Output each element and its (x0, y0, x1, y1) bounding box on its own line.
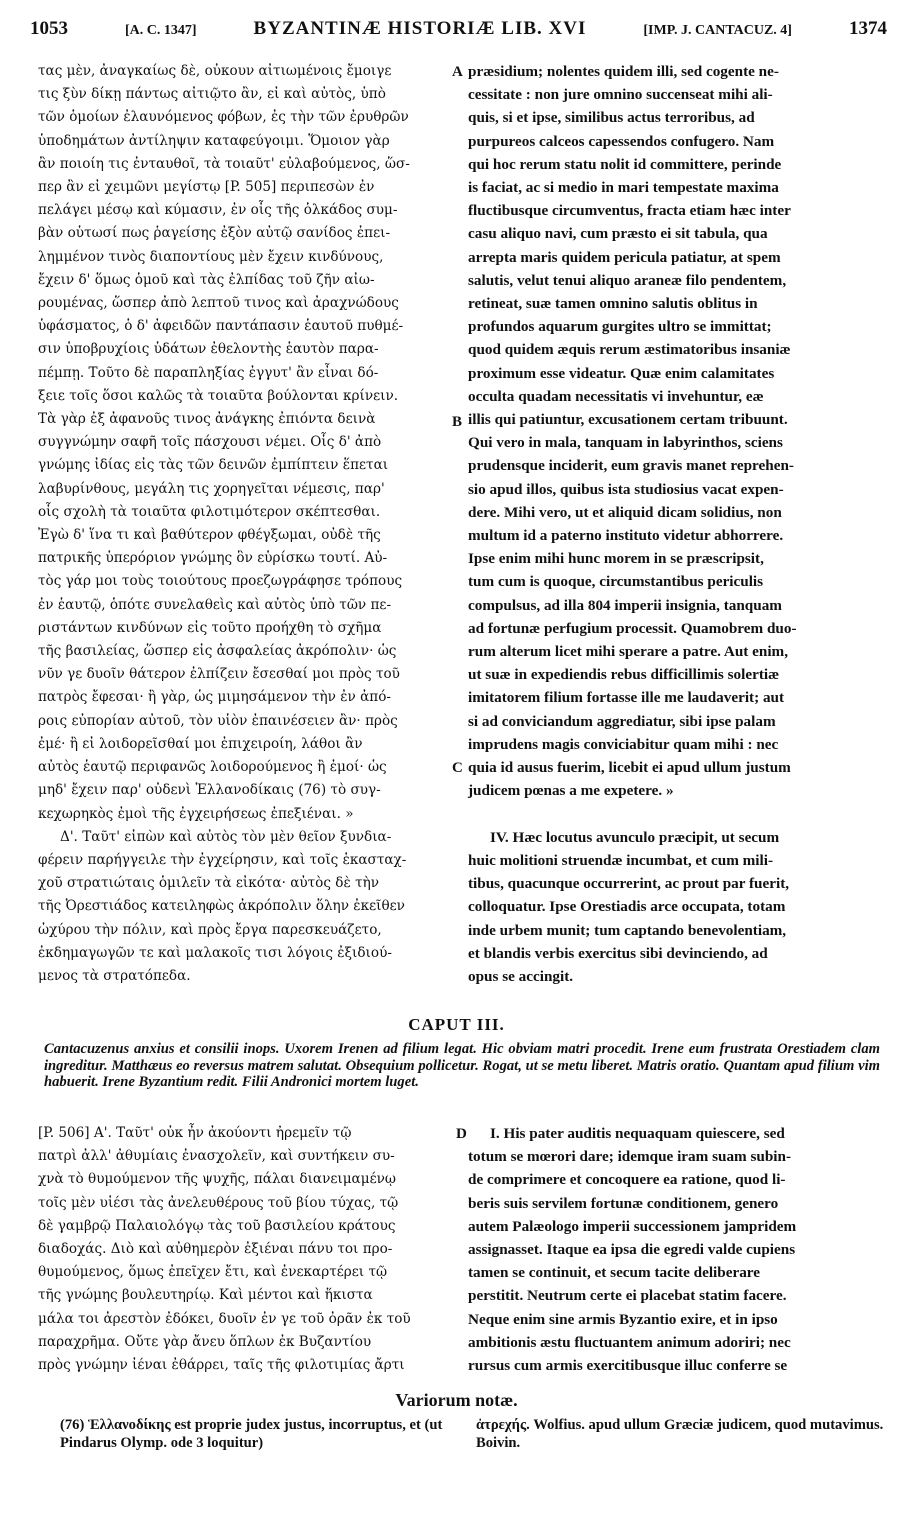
text-line: tum cum is quoque, circumstantibus periculis (468, 573, 764, 591)
text-line: salutis, velut tenui aliquo araneæ filo pendentem, (468, 271, 787, 289)
margin-marker-c: C (452, 760, 463, 776)
text-line: profundos aquarum gurgites ultro se immittat; (468, 318, 772, 336)
text-line: ambitionis æstu fluctuantem animum adoriri; nec (468, 1333, 791, 1351)
text-line: ἐν ἑαυτῷ, ὁπότε συνελαθεὶς καὶ αὐτὸς ὑπὸ τῶν πε- (38, 596, 392, 613)
text-line: illis qui patiuntur, excusationem certam tribuunt. (468, 411, 788, 429)
latin-text-column-2 (468, 1122, 878, 1377)
margin-marker-b: B (452, 414, 463, 430)
text-line: νῦν γε δυοῖν θάτερον ἐλπίζειν ἔσεσθαί μοι πρὸς τοῦ (38, 666, 400, 683)
text-line: χοῦ στρατιώταις ὁμιλεῖν τὰ εἰκότα· αὐτὸς δὲ τὴν (38, 875, 380, 892)
text-line: λημμένον τινὸς διαποντίους μὲν ἔχειν κινδύνους, (38, 248, 384, 265)
text-line: Δ'. Ταῦτ' εἰπὼν καὶ αὐτὸς τὸν μὲν θεῖον ξυνδια- (60, 828, 392, 845)
text-line: Ἐγὼ δ' ἵνα τι καὶ βαθύτερον φθέγξωμαι, οὐδὲ τῆς (38, 527, 381, 544)
text-line: huic molitioni struendæ incumbat, et cum mili- (468, 851, 774, 869)
text-line: λαβυρίνθους, μεγάλη τις χορηγεῖται νέμεσις, παρ' (38, 480, 385, 497)
text-line: assignasset. Itaque ea ipsa die egredi valde cupiens (468, 1241, 796, 1259)
text-line: ἔχειν δ' ὅμως ὁμοῦ καὶ τὰς ἐλπίδας τοῦ ζῆν αἰω- (38, 271, 375, 288)
text-line: τις ξὺν δίκῃ πάντως αἰτιῷτο ἂν, εἰ καὶ αὐτὸς, ὑπὸ (38, 86, 386, 103)
text-line: rursus cum armis exercitibusque illuc conferre se (468, 1357, 788, 1375)
text-line: γνώμης ἰδίας εἰς τὰς τῶν δεινῶν ἐμπίπτειν ἕπεται (38, 457, 389, 474)
text-line: τῆς βασιλείας, ὥσπερ εἰς ἀσφαλείας ἀκρόπολιν· ὡς (38, 643, 397, 660)
text-line: φέρειν παρήγγειλε τὴν ἐγχείρησιν, καὶ τοῖς ἑκασταχ- (38, 851, 407, 868)
text-line: sio apud illos, quibus ista studiosius vacat expen- (468, 480, 784, 498)
greek-text-column-2 (38, 1122, 448, 1377)
text-line: πελάγει μέσῳ καὶ κύμασιν, ἐν οἷς τῆς ὁλκάδος συμ- (38, 202, 398, 219)
text-line: multum id a paterno instituto videtur abhorrere. (468, 527, 784, 545)
text-line: ρουμένας, ὥσπερ ἀπὸ λεπτοῦ τινος καὶ ἀραχνώδους (38, 295, 399, 312)
latin-text-column (468, 60, 878, 988)
chapter-summary: Cantacuzenus anxius et consilii inops. Uxorem Irenen ad filium legat. Hic obviam matri procedit. Irene eum frustrata Orestiadem clam ingreditur. Matthæus eo reversus matrem salutat. Obsequium pollicetur. Rogat, ut se metu liberet. Matris oratio. Quantam apud filium vim habuerit. Irene Byzantium redit. Filii Andronici mortem luget. (44, 1041, 880, 1090)
text-line: συγγνώμην σαφῆ τοῖς πάσχουσι νέμει. Οἷς δ' ἀπὸ (38, 434, 382, 451)
text-line: ὑφάσματος, ὁ δ' ἀφειδῶν παντάπασιν ἑαυτοῦ πυθμέ- (38, 318, 404, 335)
text-line: compulsus, ad illa 804 imperii insignia, tanquam (468, 596, 782, 614)
text-line: [P. 506] Α'. Ταῦτ' οὐκ ἦν ἀκούοντι ἠρεμεῖν τῷ (38, 1125, 352, 1141)
text-line: dere. Mihi vero, ut et aliquid dicam solidius, non (468, 503, 782, 521)
text-line: IV. Hæc locutus avunculo præcipit, ut secum (490, 828, 780, 846)
text-line: rum alterum licet mihi sperare a patre. Aut enim, (468, 643, 789, 661)
text-line (468, 803, 878, 826)
text-line: παραχρῆμα. Οὔτε γὰρ ἄνευ ὅπλων ἐκ Βυζαντίου (38, 1333, 372, 1350)
text-line: imprudens magis conviciabitur quam mihi : nec (468, 735, 779, 753)
text-line: casu aliquo navi, cum præsto ei sit tabula, qua (468, 225, 768, 243)
text-line: is faciat, ac si medio in mari tempestate maxima (468, 179, 779, 197)
text-line: de comprimere et concoquere ea ratione, quod li- (468, 1171, 786, 1189)
text-line: Qui vero in mala, tanquam in labyrinthos, sciens (468, 434, 783, 452)
text-line: autem Palæologo imperii successionem jampridem (468, 1217, 797, 1235)
text-line: Τὰ γὰρ ἐξ ἀφανοῦς τινος ἀνάγκης ἐπιόντα δεινὰ (38, 411, 376, 428)
greek-text-column (38, 60, 448, 988)
text-line: σιν ὑποβρυχίοις ὑδάτων ἐθελοντὴς ἑαυτὸν παρα- (38, 341, 379, 358)
text-line: ἂν ποιοίη τις ἐνταυθοῖ, τὰ τοιαῦτ' εὐλαβούμενος, ὥσ- (38, 155, 410, 172)
text-line: χνὰ τὸ θυμούμενον τῆς ψυχῆς, πάλαι διανειμαμένῳ (38, 1171, 396, 1188)
text-line: tamen se continuit, et secum tacite deliberare (468, 1264, 761, 1282)
margin-marker-d: D (456, 1126, 467, 1142)
text-line: αὐτὸς ἑαυτῷ περιφανῶς λοιδορούμενος ἢ ἐμοί· ὡς (38, 759, 387, 776)
running-title: BYZANTINÆ HISTORIÆ LIB. XVI (253, 18, 587, 39)
text-line: retineat, suæ tamen omnino salutis oblitus in (468, 295, 758, 313)
text-line: οἷς σχολὴ τὰ τοιαῦτα φιλοτιμότερον σκέπτεσθαι. (38, 503, 381, 520)
text-line: ut suæ in expediendis rebus difficillimis solertiæ (468, 666, 780, 684)
page-number-left: 1053 (30, 18, 68, 39)
chapter-title: CAPUT III. (408, 1015, 505, 1034)
text-line: πατρὶ ἀλλ' ἀθυμίαις ἐνασχολεῖν, καὶ συντήκειν συ- (38, 1148, 395, 1165)
text-line: si ad conviciandum aggrediatur, sibi ipse palam (468, 712, 776, 730)
text-line: inde urbem munit; tum captando benevolentiam, (468, 921, 787, 939)
text-line: prudensque inciderit, eum gravis manet reprehen- (468, 457, 794, 475)
text-line: δὲ γαμβρῷ Παλαιολόγῳ τὰς τοῦ βασιλείου κράτους (38, 1217, 396, 1234)
text-line: et blandis verbis exercitus sibi devinciendo, ad (468, 944, 768, 962)
text-line: fluctibusque circumventus, fracta etiam hæc inter (468, 202, 791, 220)
text-line: πέμπῃ. Τοῦτο δὲ παραπληξίας ἐγγυτ' ἂν εἶναι δό- (38, 364, 379, 381)
text-line: θυμούμενος, ὅμως ἐπεῖχεν ἔτι, καὶ ἐνεκαρτέρει τῷ (38, 1264, 388, 1281)
text-line: κεχωρηκὸς ἐμοὶ τῆς ἐγχειρήσεως ἐπεξιέναι. » (38, 805, 354, 822)
text-line: βὰν οὑτωσί πως ῥαγείσης ἐξὸν αὐτῷ σανίδος ἐπει- (38, 225, 391, 242)
emperor-bracket: [IMP. J. CANTACUZ. 4] (643, 23, 792, 38)
text-line: Neque enim sine armis Byzantio exire, et in ipso (468, 1310, 778, 1328)
text-line: arrepta maris quidem pericula patiatur, at spem (468, 248, 781, 266)
text-line: ροις εὐπορίαν αὐτοῦ, τὸν υἱὸν ἐπαινέσειεν ἂν· πρὸς (38, 712, 398, 729)
text-line: occulta quadam necessitatis vi invehuntur, eæ (468, 387, 764, 405)
text-line: imitatorem filium fortasse ille me laudaverit; aut (468, 689, 785, 707)
text-line: ὑποδημάτων ἀντίληψιν καταφεύγοιμι. Ὅμοιον γὰρ (38, 132, 390, 149)
text-line: proximum esse videatur. Quæ enim calamitates (468, 364, 775, 382)
text-line: colloquatur. Ipse Orestiadis arce occupata, totam (468, 898, 786, 916)
text-line: opus se accingit. (468, 967, 574, 985)
text-line: μενος τὰ στρατόπεδα. (38, 967, 191, 984)
text-line: τῆς Ὀρεστιάδος κατειληφὼς ἀκρόπολιν ὅλην ἐκεῖθεν (38, 898, 405, 915)
text-line: μάλα τοι ἀρεστὸν ἐδόκει, δυοῖν ἐν γε τοῦ ὀρᾶν ἐκ τοῦ (38, 1310, 411, 1327)
text-line: I. His pater auditis nequaquam quiescere, sed (490, 1125, 785, 1142)
text-line: quis, si et ipse, similibus actus terroribus, ad (468, 109, 755, 127)
text-line: quia id ausus fuerim, licebit ei apud ullum justum (468, 759, 791, 777)
text-line: Ipse enim mihi hunc morem in se præscripsit, (468, 550, 764, 568)
text-line: judicem pœnas a me expetere. » (468, 782, 674, 800)
text-line: τῆς γνώμης βουλευτηρίῳ. Καὶ μέντοι καὶ ἥκιστα (38, 1287, 373, 1304)
footnote-right: ἀτρεχής. Wolfius. apud ullum Græciæ judicem, quod mutavimus. Boivin. (476, 1417, 884, 1451)
text-line: πρὸς γνώμην ἰέναι ἐθάρρει, ταῖς τῆς φιλοτιμίας ἄρτι (38, 1357, 405, 1374)
text-line: μηδ' ἔχειν παρ' οὐδενὶ Ἑλλανοδίκαις (76) τὸ συγ- (38, 782, 381, 799)
text-line: τοῖς μὲν υἱέσι τὰς ἀνελευθέρους τοῦ βίου τύχας, τῷ (38, 1194, 399, 1211)
text-line: περ ἂν εἰ χειμῶνι μεγίστῳ [P. 505] περιπεσὼν ἐν (38, 179, 375, 196)
text-line: perstitit. Neutrum certe ei placebat statim facere. (468, 1287, 787, 1305)
text-line: purpureos calceos capessendos confugero. Nam (468, 132, 775, 150)
margin-marker-a: A (452, 64, 463, 80)
year-bracket: [A. C. 1347] (125, 23, 197, 38)
page-number-right: 1374 (848, 18, 887, 39)
text-line: ad fortunæ perfugium processit. Quamobrem duo- (468, 619, 797, 637)
text-line: beris suis servilem fortunæ conditionem, genero (468, 1194, 779, 1212)
text-line: totum se mœrori dare; idemque iram suam subin- (468, 1148, 792, 1166)
text-line: πατρικῆς ὑπερόριον γνώμης ὃν εὑρίσκω τουτί. Αὐ- (38, 550, 388, 567)
text-line: quod quidem æquis rerum æstimatoribus insaniæ (468, 341, 791, 359)
text-line: τῶν ὁμοίων ἐλαυνόμενος φόβων, ἐς τὴν τῶν ἐρυθρῶν (38, 109, 409, 126)
notes-title: Variorum notæ. (395, 1390, 518, 1410)
text-line: qui hoc rerum statu nolit id committere, perinde (468, 155, 782, 173)
text-line: τας μὲν, ἀναγκαίως δὲ, οὐκουν αἰτιωμένοις ἔμοιγε (38, 63, 392, 79)
text-line: ἐμέ· ἢ εἰ λοιδορεῖσθαί μοι ἐπιχειροίη, λάθοι ἂν (38, 735, 363, 752)
text-line: ριστάντων κινδύνων εἰς τοῦτο προήχθη τὸ σχῆμα (38, 619, 382, 636)
text-line: tibus, quacunque occurrerint, ac prout par fuerit, (468, 875, 790, 893)
text-line: cessitate : non jure omnino succenseat mihi ali- (468, 86, 773, 104)
text-line: ὠχύρου τὴν πόλιν, καὶ πρὸς ἔργα παρεσκευάζετο, (38, 921, 382, 938)
text-line: ἐκδημαγωγῶν τε καὶ μαλακοῖς τισι λόγοις ἐξιδιού- (38, 944, 392, 961)
text-line: ξειε τοῖς ὅσοι καλῶς τὰ τοιαῦτα βούλονται κρίνειν. (38, 387, 399, 404)
footnote-left: (76) Ἑλλανοδίκης est proprie judex justus, incorruptus, et (ut Pindarus Olymp. ode 3 loquitur) (60, 1417, 443, 1451)
page-header (30, 18, 887, 46)
text-line: διαδοχάς. Διὸ καὶ αὐθημερὸν ἐξιέναι πάνυ τοι προ- (38, 1241, 393, 1258)
text-line: præsidium; nolentes quidem illi, sed cogente ne- (468, 63, 779, 80)
text-line: τὸς γάρ μοι τοὺς τοιούτους προεζωγράφησε τρόπους (38, 573, 403, 590)
text-line: πατρὸς ἔφεσαι· ἢ γὰρ, ὡς μιμησάμενον τὴν ἐν ἀπό- (38, 689, 391, 706)
